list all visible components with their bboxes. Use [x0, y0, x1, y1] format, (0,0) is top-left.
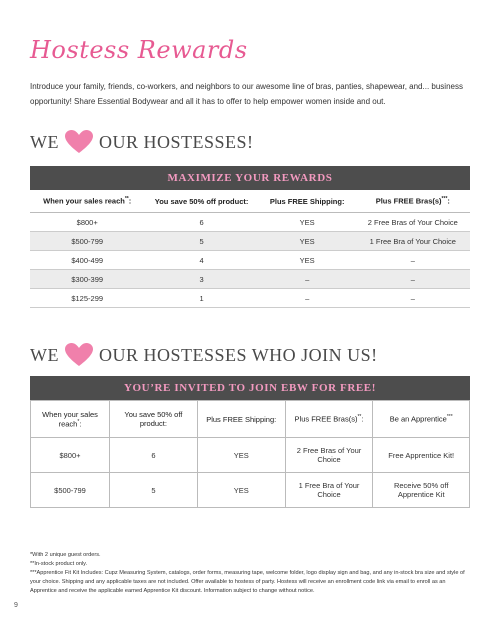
intro-text: Introduce your family, friends, co-workers, and neighbors to our awesome line of bras, panties, shapewear, and... business opportunity! Share Essential Bodywear and all it has to offer to help empower women inside and out.: [30, 82, 463, 106]
table-cell: 2 Free Bras of Your Choice: [356, 213, 470, 232]
col-header: Be an Apprentice***: [373, 401, 470, 438]
table-row: [30, 270, 470, 289]
table-cell: $800+: [31, 438, 110, 473]
table-row: [31, 473, 470, 508]
table-row: [30, 251, 470, 270]
heart-icon: [65, 343, 93, 367]
table-cell: –: [259, 289, 356, 308]
table-cell: $800+: [30, 213, 144, 232]
col-header: Plus FREE Shipping:: [197, 401, 285, 438]
table-cell: 3: [144, 270, 258, 289]
table-row: [31, 438, 470, 473]
table-header-row: [31, 401, 470, 438]
table-cell: 6: [144, 213, 258, 232]
heading-rest: OUR HOSTESSES!: [98, 131, 254, 152]
table-cell: YES: [259, 251, 356, 270]
footnote: ***Apprentice Fit Kit Includes: Cupz Measuring System, catalogs, order forms, measuring tape, welcome folder, logo display sign and bag, and any in-stock bra size and style of your choice. Shipping and any applicable taxes are not included. Offer available to hostess of party. Hostess will receive an enrollment code link via email to enroll as an Apprentice and receive the applicable earned Apprentice Kit discount. Information subject to change without notice.: [30, 570, 465, 594]
page-number: 9: [14, 602, 18, 609]
table-cell: –: [259, 270, 356, 289]
col-header: Plus FREE Shipping:: [259, 190, 356, 213]
section2-heading: [30, 343, 378, 367]
table-row: [30, 213, 470, 232]
table-cell: $400-499: [30, 251, 144, 270]
table-cell: 4: [144, 251, 258, 270]
col-header: When your sales reach*:: [31, 401, 110, 438]
rewards-band: MAXIMIZE YOUR REWARDS: [30, 166, 470, 190]
table-header-row: [30, 190, 470, 213]
table-cell: 1 Free Bra of Your Choice: [356, 232, 470, 251]
table-row: [30, 232, 470, 251]
col-header: You save 50% off product:: [110, 401, 198, 438]
footnote: *With 2 unique guest orders.: [30, 552, 101, 558]
table-cell: YES: [197, 438, 285, 473]
table-cell: $500-799: [31, 473, 110, 508]
table-cell: –: [356, 289, 470, 308]
table-cell: Free Apprentice Kit!: [373, 438, 470, 473]
table-cell: Receive 50% off Apprentice Kit: [373, 473, 470, 508]
heading-we: WE: [30, 131, 59, 152]
table-row: [30, 289, 470, 308]
col-header: Plus FREE Bras(s)***:: [356, 190, 470, 213]
table-cell: 1 Free Bra of Your Choice: [285, 473, 373, 508]
table-cell: 5: [110, 473, 198, 508]
heading-rest: OUR HOSTESSES WHO JOIN US!: [98, 344, 378, 365]
heading-we: WE: [30, 344, 59, 365]
join-table: [30, 400, 470, 508]
table-cell: YES: [259, 232, 356, 251]
section1-heading: [30, 130, 254, 154]
table-cell: –: [356, 251, 470, 270]
col-header: When your sales reach**:: [30, 190, 144, 213]
page-title: Hostess Rewards: [30, 36, 248, 64]
heart-icon: [65, 130, 93, 154]
col-header: Plus FREE Bras(s)**:: [285, 401, 373, 438]
table-cell: 6: [110, 438, 198, 473]
col-header: You save 50% off product:: [144, 190, 258, 213]
table-cell: $300-399: [30, 270, 144, 289]
table-cell: –: [356, 270, 470, 289]
table-cell: 2 Free Bras of Your Choice: [285, 438, 373, 473]
table-cell: YES: [197, 473, 285, 508]
footnote: **In-stock product only.: [30, 561, 88, 567]
table-cell: YES: [259, 213, 356, 232]
table-cell: 1: [144, 289, 258, 308]
join-band: YOU’RE INVITED TO JOIN EBW FOR FREE!: [30, 376, 470, 400]
table-cell: $125-299: [30, 289, 144, 308]
table-cell: 5: [144, 232, 258, 251]
rewards-table: [30, 190, 470, 308]
table-cell: $500-799: [30, 232, 144, 251]
